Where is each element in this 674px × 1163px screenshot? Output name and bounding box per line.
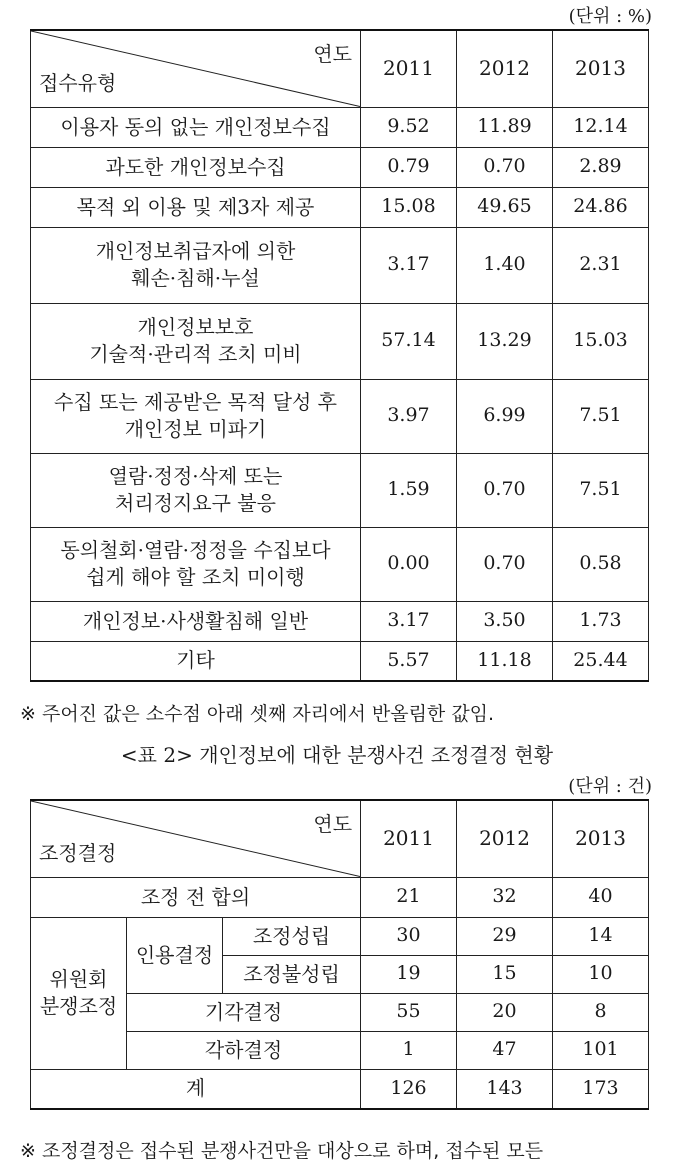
cell-value: 57.14 (361, 303, 457, 379)
row-label (31, 379, 361, 453)
table-row (31, 1069, 649, 1109)
row-label-line: 훼손·침해·누설 (131, 266, 260, 290)
row-label-line: 개인정보 미파기 (124, 417, 267, 441)
mediation-decision-table (30, 799, 649, 1110)
cell-value: 13.29 (457, 303, 553, 379)
cell-value: 0.70 (457, 453, 553, 527)
row-label-line: 위원회 (49, 967, 108, 991)
cell-value: 49.65 (457, 187, 553, 227)
row-label (31, 303, 361, 379)
row-label-line: 수집 또는 제공받은 목적 달성 후 (54, 390, 337, 414)
cell-value: 9.52 (361, 107, 457, 147)
cell-value: 15.03 (553, 303, 649, 379)
year-header: 2013 (553, 30, 649, 107)
table2-header-row (31, 800, 649, 877)
table-row (31, 877, 649, 917)
cell-value: 101 (553, 1031, 649, 1069)
row-label: 조정성립 (223, 917, 361, 955)
cell-value: 47 (457, 1031, 553, 1069)
acceptance-label: 인용결정 (127, 917, 223, 993)
table-row (31, 187, 649, 227)
table-row (31, 601, 649, 641)
table2-caption: <표 2> 개인정보에 대한 분쟁사건 조정결정 현황 (120, 743, 554, 767)
table-row (31, 303, 649, 379)
row-label: 계 (31, 1069, 361, 1109)
cell-value: 1.73 (553, 601, 649, 641)
cell-value: 14 (553, 917, 649, 955)
table1-corner-cell (31, 30, 361, 107)
cell-value: 19 (361, 955, 457, 993)
table-row (31, 453, 649, 527)
table-row (31, 227, 649, 303)
row-label: 기각결정 (127, 993, 361, 1031)
cell-value: 15.08 (361, 187, 457, 227)
table-row (31, 527, 649, 601)
cell-value: 2.89 (553, 147, 649, 187)
cell-value: 3.17 (361, 601, 457, 641)
table1-header-type: 접수유형 (39, 70, 117, 95)
row-label (31, 527, 361, 601)
row-label-line: 분쟁조정 (39, 994, 118, 1018)
cell-value: 3.50 (457, 601, 553, 641)
row-label-line: 열람·정정·삭제 또는 (108, 464, 283, 488)
row-label-line: 처리정지요구 불응 (115, 491, 276, 515)
row-label-line: 기술적·관리적 조치 미비 (89, 342, 302, 366)
table-row (31, 147, 649, 187)
cell-value: 0.00 (361, 527, 457, 601)
row-label: 목적 외 이용 및 제3자 제공 (31, 187, 361, 227)
cell-value: 15 (457, 955, 553, 993)
complaint-type-table (30, 29, 649, 682)
table-row (31, 641, 649, 681)
row-label-line: 개인정보보호 (137, 315, 254, 339)
committee-label (31, 917, 127, 1069)
cell-value: 20 (457, 993, 553, 1031)
cell-value: 143 (457, 1069, 553, 1109)
cell-value: 6.99 (457, 379, 553, 453)
cell-value: 0.70 (457, 147, 553, 187)
row-label-line: 개인정보취급자에 의한 (95, 239, 296, 263)
year-header: 2013 (553, 800, 649, 877)
row-label: 기타 (31, 641, 361, 681)
cell-value: 173 (553, 1069, 649, 1109)
table2-note: ※ 조정결정은 접수된 분쟁사건만을 대상으로 하며, 접수된 모든 (20, 1140, 544, 1162)
cell-value: 5.57 (361, 641, 457, 681)
year-header: 2012 (457, 30, 553, 107)
row-label-line: 쉽게 해야 할 조치 미이행 (86, 565, 305, 589)
row-label-line: 동의철회·열람·정정을 수집보다 (60, 538, 331, 562)
cell-value: 29 (457, 917, 553, 955)
cell-value: 10 (553, 955, 649, 993)
table2-header-decision: 조정결정 (39, 840, 117, 865)
table1-unit: (단위 : %) (568, 6, 652, 27)
cell-value: 25.44 (553, 641, 649, 681)
cell-value: 1.59 (361, 453, 457, 527)
row-label: 조정불성립 (223, 955, 361, 993)
cell-value: 40 (553, 877, 649, 917)
table1-note: ※ 주어진 값은 소수점 아래 셋째 자리에서 반올림한 값임. (20, 703, 495, 725)
cell-value: 0.70 (457, 527, 553, 601)
cell-value: 126 (361, 1069, 457, 1109)
table2-corner-cell (31, 800, 361, 877)
cell-value: 3.17 (361, 227, 457, 303)
row-label: 개인정보·사생활침해 일반 (31, 601, 361, 641)
year-header: 2012 (457, 800, 553, 877)
table1-header-year: 연도 (313, 42, 352, 66)
cell-value: 0.79 (361, 147, 457, 187)
table2-header-year: 연도 (313, 812, 353, 836)
table2-unit: (단위 : 건) (568, 776, 652, 797)
cell-value: 24.86 (553, 187, 649, 227)
cell-value: 21 (361, 877, 457, 917)
table1-header-row (31, 30, 649, 107)
table-row (31, 379, 649, 453)
row-label (31, 453, 361, 527)
cell-value: 11.89 (457, 107, 553, 147)
cell-value: 11.18 (457, 641, 553, 681)
row-label: 과도한 개인정보수집 (31, 147, 361, 187)
cell-value: 2.31 (553, 227, 649, 303)
cell-value: 32 (457, 877, 553, 917)
cell-value: 7.51 (553, 453, 649, 527)
table-row (31, 107, 649, 147)
cell-value: 7.51 (553, 379, 649, 453)
cell-value: 12.14 (553, 107, 649, 147)
cell-value: 0.58 (553, 527, 649, 601)
row-label (31, 227, 361, 303)
row-label: 조정 전 합의 (31, 877, 361, 917)
cell-value: 55 (361, 993, 457, 1031)
cell-value: 3.97 (361, 379, 457, 453)
row-label: 이용자 동의 없는 개인정보수집 (31, 107, 361, 147)
table-row (31, 917, 649, 955)
cell-value: 30 (361, 917, 457, 955)
year-header: 2011 (361, 800, 457, 877)
cell-value: 1 (361, 1031, 457, 1069)
year-header: 2011 (361, 30, 457, 107)
cell-value: 1.40 (457, 227, 553, 303)
cell-value: 8 (553, 993, 649, 1031)
row-label: 각하결정 (127, 1031, 361, 1069)
